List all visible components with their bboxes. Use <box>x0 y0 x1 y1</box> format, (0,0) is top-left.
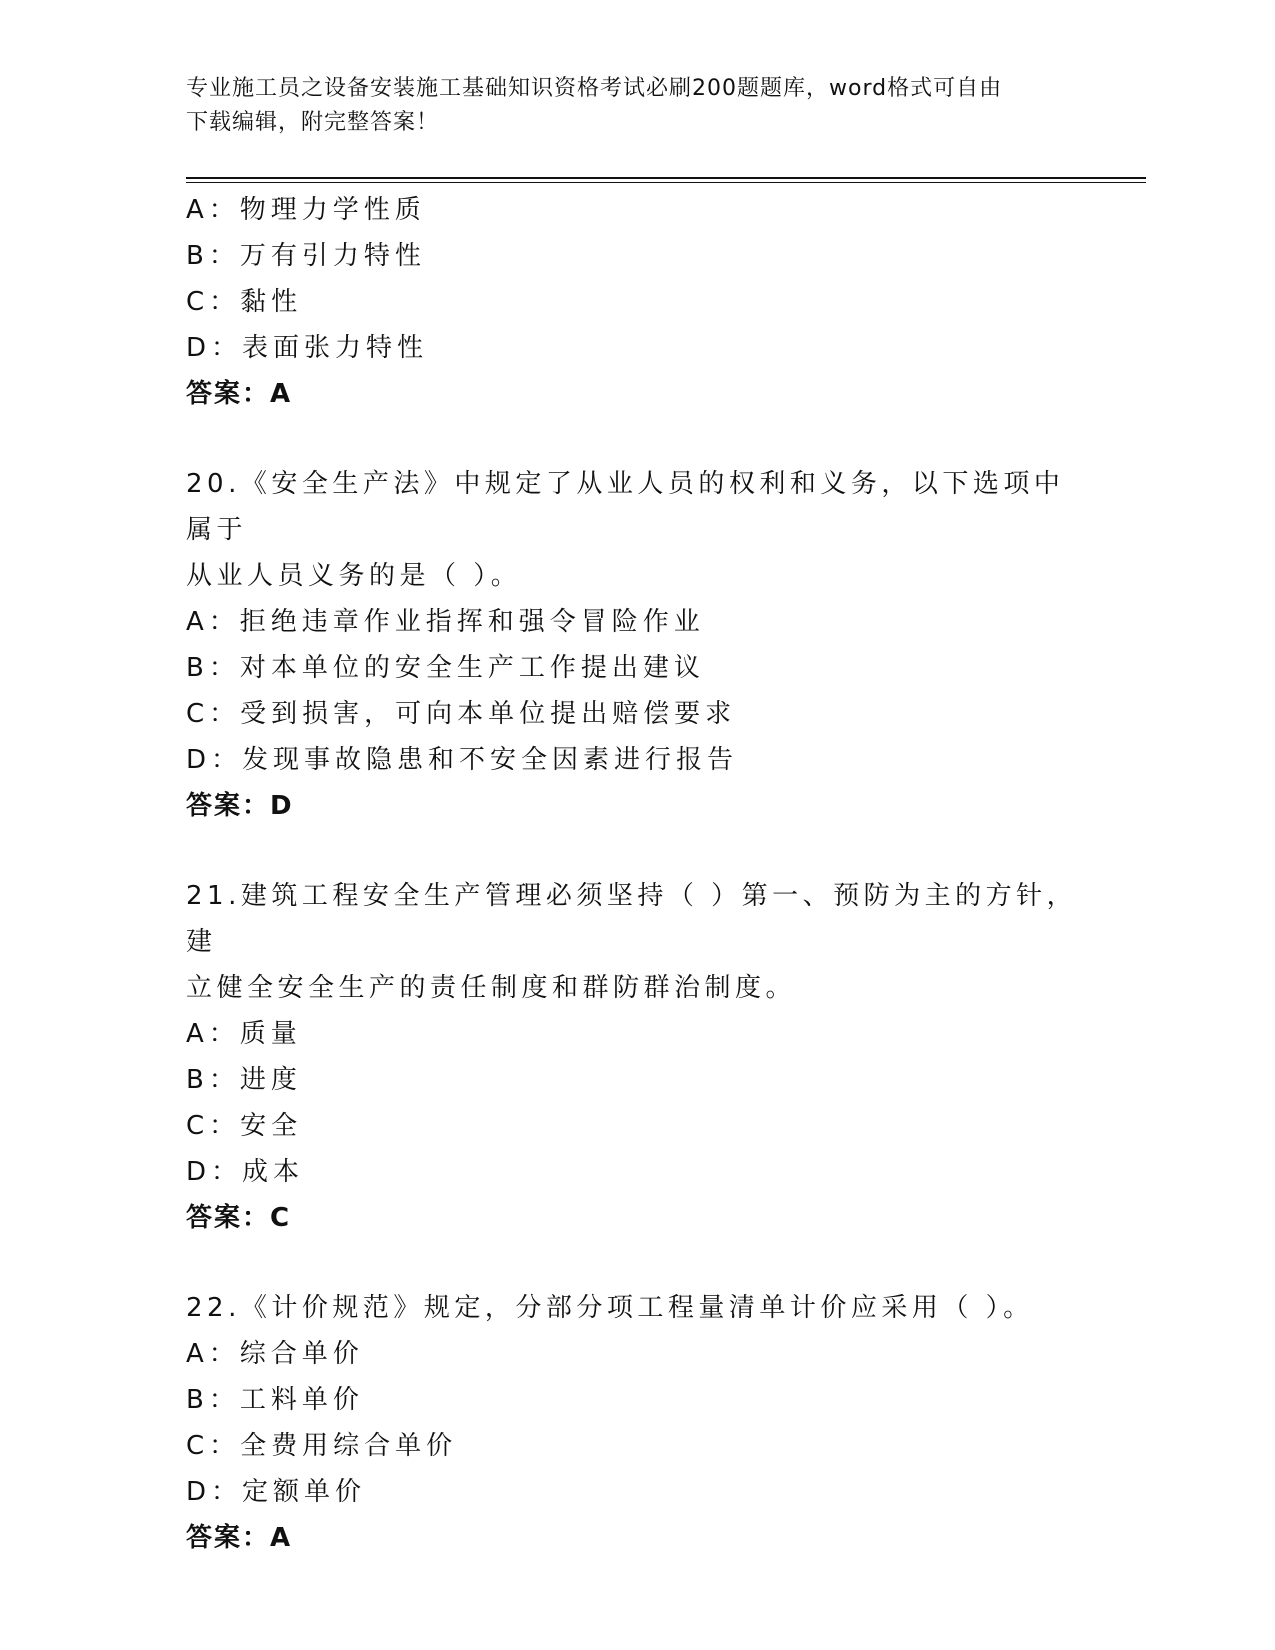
option-b: B：进度 <box>186 1065 302 1095</box>
question-stem-line-1: 22.《计价规范》规定，分部分项工程量清单计价应采用（ ）。 <box>186 1293 1034 1323</box>
question-20 <box>186 461 1086 829</box>
option-d: D：定额单价 <box>186 1477 367 1507</box>
option-c: C：安全 <box>186 1111 303 1141</box>
question-stem-line-2: 立健全安全生产的责任制度和群防群治制度。 <box>186 973 797 1003</box>
option-a: A：拒绝违章作业指挥和强令冒险作业 <box>186 607 705 637</box>
question-stem-line-1: 20.《安全生产法》中规定了从业人员的权利和义务，以下选项中属于 <box>186 469 1065 545</box>
option-a: A：质量 <box>186 1019 302 1049</box>
answer: 答案：D <box>186 791 294 821</box>
answer: 答案：A <box>186 1523 293 1553</box>
option-c: C：黏性 <box>186 287 303 317</box>
header-title-line-1: 专业施工员之设备安装施工基础知识资格考试必刷200题题库，word格式可自由 <box>186 76 1003 101</box>
option-a: A：物理力学性质 <box>186 195 426 225</box>
question-21 <box>186 873 1086 1241</box>
answer: 答案：C <box>186 1203 292 1233</box>
header-divider-thin <box>186 182 1146 183</box>
question-19 <box>186 187 1086 417</box>
option-b: B：工料单价 <box>186 1385 364 1415</box>
option-b: B：对本单位的安全生产工作提出建议 <box>186 653 705 683</box>
option-d: D：成本 <box>186 1157 305 1187</box>
option-d: D：发现事故隐患和不安全因素进行报告 <box>186 745 739 775</box>
question-stem-line-2: 从业人员义务的是（ ）。 <box>186 561 522 591</box>
option-a: A：综合单价 <box>186 1339 364 1369</box>
header-divider-thick <box>186 177 1146 179</box>
question-22 <box>186 1285 1086 1561</box>
question-stem-line-1: 21.建筑工程安全生产管理必须坚持（ ）第一、预防为主的方针，建 <box>186 881 1078 957</box>
option-d: D：表面张力特性 <box>186 333 429 363</box>
document-header <box>186 72 1086 140</box>
option-b: B：万有引力特性 <box>186 241 426 271</box>
question-list <box>186 187 1086 1561</box>
answer: 答案：A <box>186 379 293 409</box>
option-c: C：全费用综合单价 <box>186 1431 458 1461</box>
header-title-line-2: 下载编辑，附完整答案！ <box>186 110 440 135</box>
option-c: C：受到损害，可向本单位提出赔偿要求 <box>186 699 737 729</box>
